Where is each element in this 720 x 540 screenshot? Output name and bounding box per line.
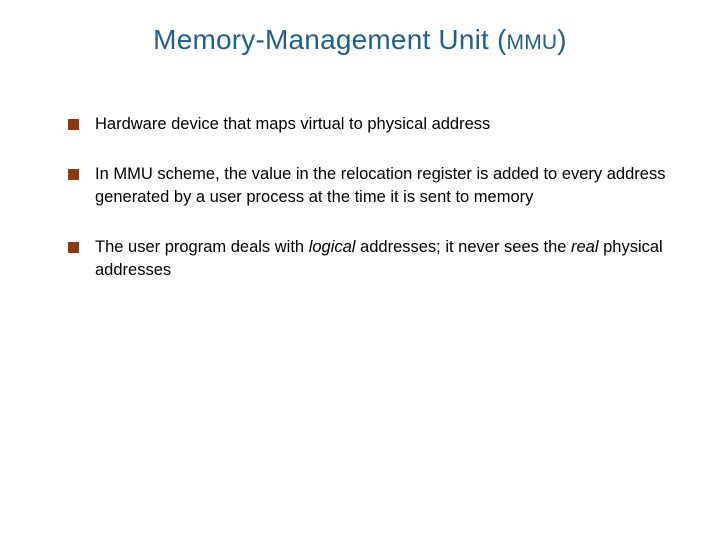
emphasis-logical: logical: [308, 238, 356, 256]
bullet-text-part: addresses; it never sees the: [355, 238, 571, 256]
bullet-text-part: The user program deals with: [95, 238, 309, 256]
square-bullet-icon: [68, 169, 79, 180]
slide-title: [0, 24, 720, 56]
title-abbrev: MMU: [506, 31, 558, 54]
bullet-item: [68, 163, 668, 209]
emphasis-real: real: [571, 238, 599, 256]
square-bullet-icon: [68, 242, 79, 253]
title-main: Memory-Management Unit (: [153, 24, 507, 55]
bullet-text: [95, 236, 668, 282]
bullet-item: [68, 236, 668, 282]
bullet-text: In MMU scheme, the value in the relocation register is added to every address generated by a user process at the time it is sent to memory: [95, 165, 666, 206]
bullet-item: [68, 113, 668, 136]
title-close: ): [557, 24, 567, 55]
bullet-text-part: physical addresses: [95, 238, 663, 279]
bullet-list: [68, 113, 668, 282]
square-bullet-icon: [68, 119, 79, 130]
bullet-text: Hardware device that maps virtual to physical address: [95, 115, 491, 133]
